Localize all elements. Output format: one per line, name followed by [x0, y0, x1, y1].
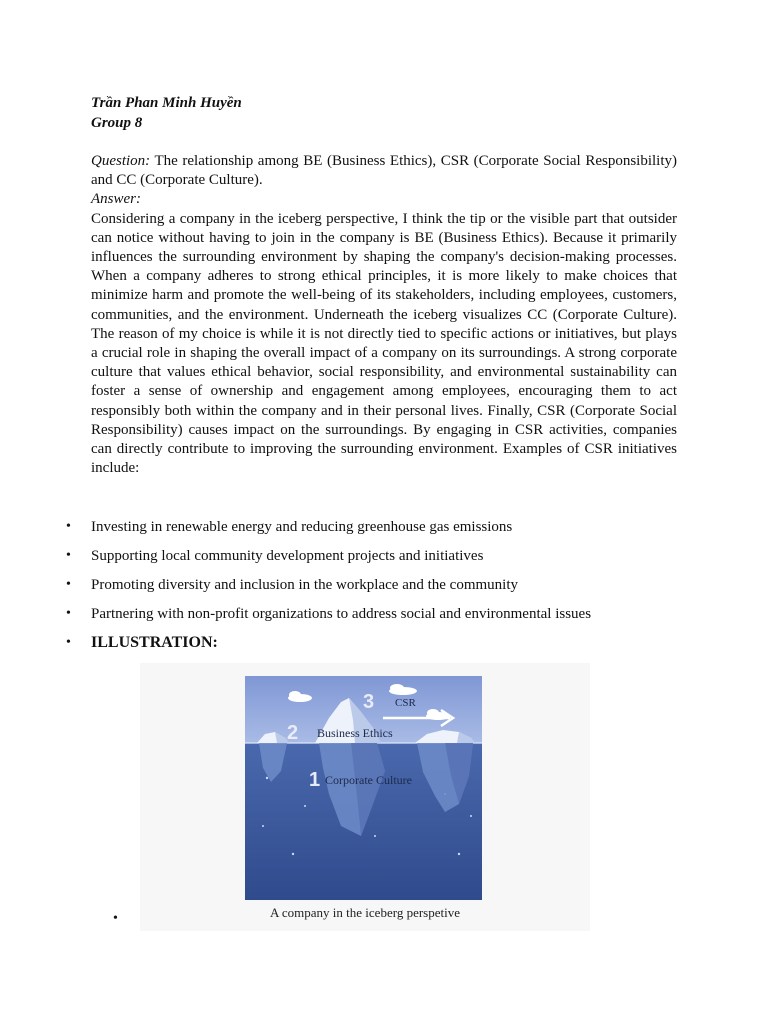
- csr-initiatives-list: [0, 517, 768, 662]
- list-item-text: Partnering with non-profit organizations to address social and environmental issues: [91, 606, 592, 622]
- list-item-text: Investing in renewable energy and reducing greenhouse gas emissions: [91, 519, 513, 535]
- list-item-text: Promoting diversity and inclusion in the workplace and the community: [91, 577, 519, 593]
- illustration-heading: ILLUSTRATION:: [91, 634, 218, 651]
- label-number-3: 3: [363, 691, 375, 713]
- iceberg-illustration: [245, 676, 482, 900]
- bullet-marker: •: [66, 606, 71, 621]
- label-number-1: 1: [309, 769, 321, 791]
- answer-paragraph: Considering a company in the iceberg perspective, I think the tip or the visible part that outsider can notice without having to join in the company is BE (Business Ethics). Because it primarily influences the surrounding environment by shaping the company's decision-making processes. When a company adheres to strong ethical principles, it is more likely to make choices that minimize harm and promote the well-being of its stakeholders, including employees, customers, communities, and the environment. Underneath the iceberg visualizes CC (Corporate Culture). The reason of my choice is while it is not directly tied to specific actions or initiatives, but plays a crucial role in shaping the overall impact of a company on its surroundings. A strong corporate culture that values ethical behavior, social responsibility, and environmental sustainability can foster a sense of ownership and engagement among employees, encouraging them to act responsibly both within the company and in their personal lives. Finally, CSR (Corporate Social Responsibility) causes impact on the surroundings. By engaging in CSR activities, companies can directly contribute to improving the surrounding environment. Examples of CSR initiatives include:: [91, 210, 677, 477]
- list-item: [0, 517, 768, 546]
- question-answer-block: [91, 152, 677, 478]
- list-item: [0, 604, 768, 633]
- figure-caption: A company in the iceberg perspetive: [269, 905, 460, 920]
- group-label: Group 8: [91, 115, 143, 131]
- label-corporate-culture: Corporate Culture: [325, 773, 412, 787]
- bullet-marker: •: [66, 519, 71, 534]
- question-label: Question:: [91, 153, 151, 169]
- question-paragraph: [91, 152, 677, 190]
- empty-bullet-marker: •: [113, 911, 118, 926]
- list-item: [0, 575, 768, 604]
- answer-label: Answer:: [91, 191, 141, 208]
- question-text: The relationship among BE (Business Ethics), CSR (Corporate Social Responsibility) and CC (Corporate Culture).: [91, 153, 677, 189]
- list-item: [0, 546, 768, 575]
- list-item-text: Supporting local community development projects and initiatives: [91, 548, 484, 564]
- bullet-marker: •: [66, 577, 71, 592]
- bullet-marker: •: [66, 635, 71, 650]
- bullet-marker: •: [66, 548, 71, 563]
- label-business-ethics: Business Ethics: [317, 726, 393, 740]
- label-number-2: 2: [287, 722, 299, 744]
- author-name: Trần Phan Minh Huyền: [91, 95, 242, 111]
- illustration-heading-item: [0, 633, 768, 662]
- label-csr: CSR: [395, 697, 416, 709]
